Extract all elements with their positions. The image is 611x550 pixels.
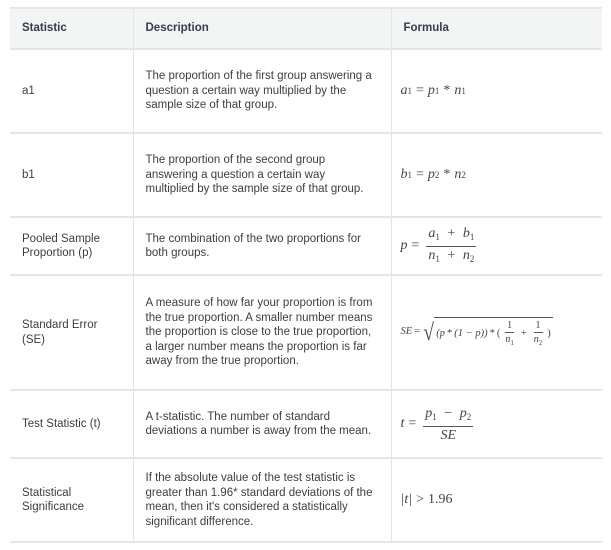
formula-sub: 1 [510, 338, 514, 347]
formula-sub: 2 [434, 169, 440, 180]
formula-multiply: * [447, 327, 453, 339]
formula-sub: 1 [407, 85, 412, 96]
description-cell: The proportion of the first group answering a question a certain way multiplied by the sample size of that group. [133, 49, 391, 133]
table-row [10, 275, 602, 390]
fraction-denominator [503, 333, 516, 349]
description-cell: A t-statistic. The number of standard deviations a number is away from the mean. [133, 390, 391, 458]
description-cell: The proportion of the second group answering a question a certain way multiplied by the sample size of that group. [133, 133, 391, 217]
formula-sub: 1 [407, 169, 412, 180]
formula-paren: ) [547, 327, 551, 339]
formula-var: b [462, 225, 470, 241]
formula-term: (1 − p)) [454, 327, 488, 339]
square-root [422, 317, 553, 349]
formula-term: (p [436, 327, 446, 339]
formula-a1 [401, 84, 466, 99]
table-row [10, 133, 602, 217]
formula-sub: 2 [466, 411, 472, 422]
formula-cell [391, 133, 602, 217]
formula-fraction [532, 320, 545, 349]
fraction-denominator [426, 247, 476, 267]
formula-pooled-proportion [401, 226, 480, 267]
formula-sub: 2 [469, 253, 475, 264]
formula-significance [401, 493, 453, 508]
formula-sub: 1 [435, 231, 440, 242]
formula-plus: + [447, 225, 456, 241]
header-formula: Formula [391, 8, 602, 49]
statistics-table [10, 7, 602, 543]
formula-var: b [400, 166, 408, 182]
formula-var: n [533, 333, 539, 345]
fraction-numerator [426, 226, 476, 247]
formula-var: t [400, 415, 405, 431]
formula-var: n [428, 247, 436, 263]
formula-standard-error [401, 317, 553, 349]
formula-var: n [454, 166, 462, 182]
formula-var: n [462, 247, 470, 263]
formula-sub: 1 [469, 231, 475, 242]
formula-test-statistic [401, 406, 477, 443]
formula-value: 1.96 [428, 491, 453, 507]
fraction-numerator [423, 406, 473, 427]
formula-cell [391, 217, 602, 275]
formula-multiply: * [489, 327, 495, 339]
statistics-table-container [10, 7, 602, 543]
formula-var: p [427, 166, 435, 182]
formula-var: p [400, 237, 408, 253]
statistic-cell: Test Statistic (t) [10, 390, 133, 458]
formula-var: p [425, 405, 433, 421]
formula-equals: = [416, 166, 424, 182]
formula-sub: 1 [435, 253, 440, 264]
fraction-denominator [532, 333, 545, 349]
formula-sub: 1 [432, 411, 437, 422]
fraction-numerator: 1 [507, 319, 513, 331]
formula-equals: = [408, 415, 417, 431]
statistic-cell: Standard Error (SE) [10, 275, 133, 390]
formula-equals: = [416, 82, 424, 98]
table-row [10, 217, 602, 275]
formula-cell [391, 458, 602, 542]
formula-var: n [505, 333, 511, 345]
formula-var: a [428, 225, 436, 241]
formula-minus: − [444, 405, 453, 421]
formula-plus: + [447, 247, 456, 263]
formula-var: a [400, 82, 408, 98]
formula-var: n [454, 82, 462, 98]
formula-multiply: * [443, 82, 451, 98]
formula-cell [391, 275, 602, 390]
formula-fraction [503, 320, 516, 349]
formula-equals: = [414, 326, 421, 338]
formula-var: |t| [400, 491, 413, 507]
formula-fraction [426, 226, 476, 267]
description-cell: A measure of how far your proportion is from the true proportion. A smaller number means the proportion is close to the true proportion, a larger number means the proportion is far away from the true proportion. [133, 275, 391, 390]
table-row [10, 458, 602, 542]
formula-sub: 1 [434, 85, 440, 96]
formula-var: p [427, 82, 435, 98]
description-cell: If the absolute value of the test statistic is greater than 1.96* standard deviations of the mean, then it's considered a statistically significant difference. [133, 458, 391, 542]
formula-greater-than: > [416, 491, 424, 507]
fraction-numerator: 1 [535, 319, 541, 331]
formula-var: p [459, 405, 467, 421]
formula-cell [391, 390, 602, 458]
formula-var: SE [400, 326, 413, 338]
description-cell: The combination of the two proportions for both groups. [133, 217, 391, 275]
radical-icon: √ [423, 319, 434, 346]
formula-b1 [401, 168, 466, 183]
formula-fraction [423, 406, 473, 443]
table-header-row [10, 8, 602, 49]
radicand [434, 317, 553, 349]
statistic-cell: Pooled Sample Proportion (p) [10, 217, 133, 275]
formula-paren: ( [496, 327, 501, 339]
statistic-cell: b1 [10, 133, 133, 217]
table-row [10, 390, 602, 458]
formula-equals: = [411, 237, 420, 253]
fraction-denominator: SE [440, 427, 457, 443]
formula-sub: 2 [538, 338, 543, 347]
statistic-cell: Statistical Significance [10, 458, 133, 542]
formula-sub: 1 [461, 85, 466, 96]
table-row [10, 49, 602, 133]
formula-plus: + [520, 327, 527, 339]
statistic-cell: a1 [10, 49, 133, 133]
header-description: Description [133, 8, 391, 49]
formula-multiply: * [443, 166, 451, 182]
formula-cell [391, 49, 602, 133]
formula-sub: 2 [461, 169, 466, 180]
header-statistic: Statistic [10, 8, 133, 49]
